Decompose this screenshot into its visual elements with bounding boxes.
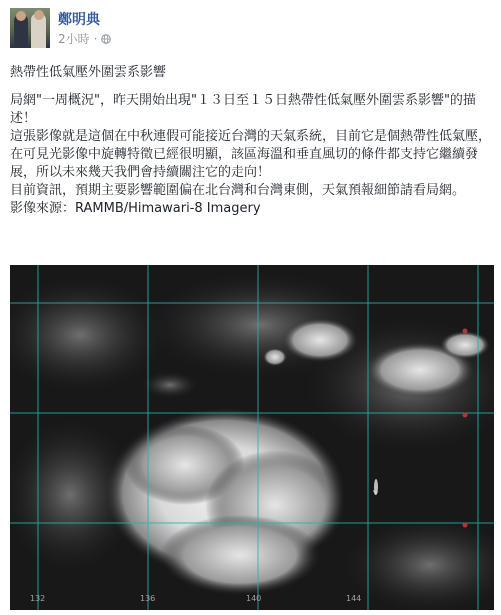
lon-label: 136 bbox=[140, 594, 156, 603]
post-meta bbox=[58, 30, 111, 47]
post-timestamp[interactable]: 2小時 bbox=[58, 32, 90, 46]
image-source: 影像來源：RAMMB/Himawari-8 Imagery bbox=[10, 201, 261, 216]
avatar[interactable] bbox=[10, 8, 50, 48]
post-header bbox=[10, 8, 490, 52]
post-paragraph: 局網"一周概況"，昨天開始出現"１３日至１５日熱帶性低氣壓外圍雲系影響"的描述！ bbox=[10, 93, 476, 126]
satellite-image[interactable] bbox=[10, 265, 494, 610]
lon-label: 140 bbox=[246, 594, 262, 603]
post-paragraph: 這張影像就是這個在中秋連假可能接近台灣的天氣系統，目前它是個熱帶性低氣壓，在可見光影像中旋轉特徵已經很明顯，該區海溫和垂直風切的條件都支持它繼續發展，所以未來幾天我們會持續關注它的走向！ bbox=[10, 129, 492, 180]
post-title: 熱帶性低氣壓外圍雲系影響 bbox=[10, 65, 167, 80]
lon-label: 144 bbox=[346, 594, 362, 603]
post-body bbox=[10, 64, 492, 218]
post-paragraph: 目前資訊，預期主要影響範圍偏在北台灣和台灣東側，天氣預報細節請看局網。 bbox=[10, 183, 466, 198]
author-name[interactable]: 鄭明典 bbox=[58, 12, 100, 28]
satellite-imagery bbox=[10, 265, 494, 610]
separator: · bbox=[93, 31, 98, 46]
globe-icon[interactable] bbox=[101, 34, 111, 44]
lon-label: 132 bbox=[30, 594, 46, 603]
